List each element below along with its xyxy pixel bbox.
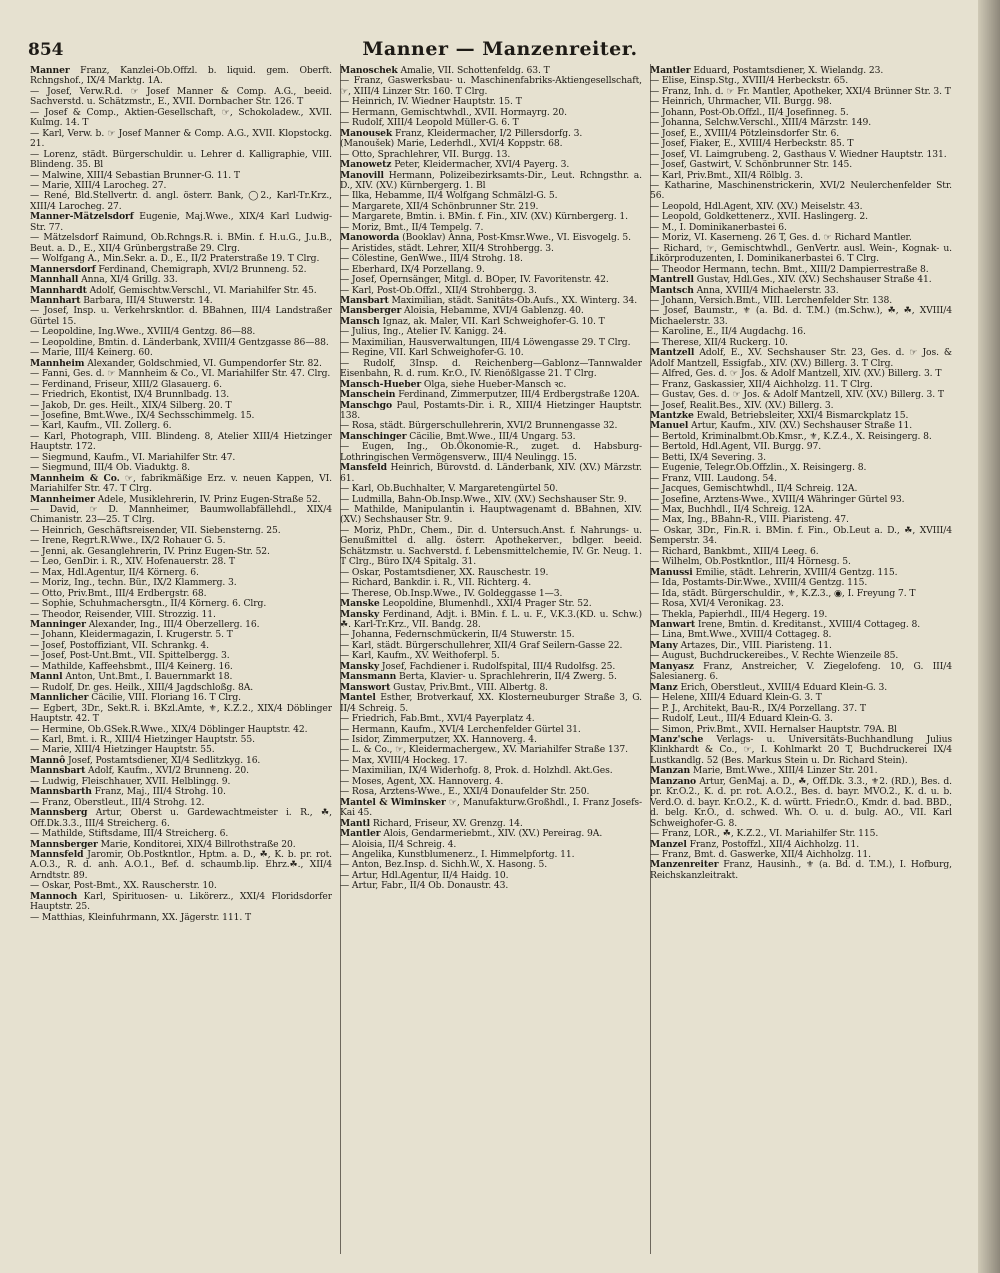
- entry-text: — Hermine, Ob.GSek.R.Wwe., XIX/4 Döblinger Hauptstr. 42.: [30, 723, 308, 735]
- entry-text: — Eugen, Ing., Ob.Ökonomie-R., zuget. d. Habsburg-Lothringischen Vermögensverw., III/4 Neulingg. 15.: [340, 441, 642, 463]
- entry-headword: Manschgo: [340, 399, 393, 411]
- entry-text: — Ida, städt. Bürgerschuldir., ⚜, K.Z.3., ◉, I. Freyung 7. T: [650, 587, 916, 599]
- entry-text: Anna, XI/4 Grillg. 33.: [81, 274, 178, 286]
- entry-text: Gustav, Hdl.Ges., XIV. (XV.) Sechshauser Straße 41.: [696, 274, 932, 286]
- entry-text: — Josef, Gastwirt, V. Schönbrunner Str. 145.: [650, 159, 853, 171]
- entry-text: — Max, Buchhdl., II/4 Schreig. 12A.: [650, 504, 814, 516]
- entry-text: — Therese, XII/4 Ruckerg. 10.: [650, 336, 788, 348]
- entry-text: Marie, Bmt.Wwe., XIII/4 Linzer Str. 201.: [692, 765, 878, 777]
- entry-text: Adele, Musiklehrerin, IV. Prinz Eugen-Straße 52.: [97, 493, 321, 505]
- entry-text: — Rudolf, 3Insp. d. Reichenberg—Gablonz—Tannwalder Eisenbahn, R. d. rum. Kr.O., IV. Rienößlgasse 21. T Clrg.: [340, 357, 642, 380]
- entry-text: Artazes, Dir., VIII. Piaristeng. 11.: [680, 639, 832, 651]
- entry-text: — Max, Ing., BBahn-R., VIII. Piaristeng. 47.: [650, 514, 849, 526]
- entry-text: — Thekla, Papierhdl., III/4 Hegerg. 19.: [650, 608, 828, 620]
- entry-text: — Johanna, Selchw.Verschl., XIII/4 Märzstr. 149.: [650, 117, 872, 129]
- entry-headword: Mannersdorf: [30, 263, 96, 275]
- entry-headword: Manowetz: [340, 159, 392, 171]
- entry-headword: Manninger: [30, 619, 86, 631]
- directory-entry: [650, 777, 952, 829]
- entry-headword: Mantrell: [650, 274, 694, 286]
- entry-text: Franz, Kleidermacher, I/2 Pillersdorfg. 3.: [395, 127, 583, 139]
- directory-entry: [650, 306, 952, 327]
- entry-text: — Karl, Bmt. i. R., XIII/4 Hietzinger Hauptstr. 55.: [30, 734, 255, 745]
- entry-text: Artur, Oberst u. Gardewachtmeister i. R., ☘, Off.Dk.3.3., III/4 Streicherg. 6.: [30, 807, 332, 829]
- entry-text: — Alfred, Ges. d. ☞ Jos. & Adolf Mantzell, XIV. (XV.) Billerg. 3. T: [650, 368, 942, 380]
- directory-entry: [340, 526, 642, 568]
- entry-text: — Marie, XIII/4 Hietzinger Hauptstr. 55.: [30, 744, 215, 756]
- directory-entry: [30, 505, 332, 526]
- entry-text: Esther, Brotverkauf, XX. Klosterneuburger Straße 3, G. II/4 Schreig. 5.: [340, 692, 642, 714]
- directory-entry: [650, 860, 952, 881]
- entry-headword: Manzan: [650, 765, 691, 777]
- entry-text: — Josef, Verw.R.d. ☞ Josef Manner & Comp. A.G., beeid. Sachverstd. u. Schätzmstr., E., XVII. Dornbacher Str. 126. T: [30, 85, 332, 108]
- entry-text: Ignaz, ak. Maler, VII. Karl Schweighofer-G. 10. T: [382, 315, 605, 327]
- entry-text: — Malwine, XIII/4 Sebastian Brunner-G. 11. T: [30, 169, 240, 181]
- entry-text: Ewald, Betriebsleiter, XXI/4 Bismarckplatz 15.: [696, 409, 909, 421]
- entry-headword: Mantl: [340, 817, 371, 829]
- entry-text: — Maximilian, Hausverwaltungen, III/4 Löwengasse 29. T Clrg.: [340, 336, 631, 348]
- directory-entry: [30, 150, 332, 171]
- entry-text: Karl, Spirituosen- u. Likörerz., XXI/4 Floridsdorfer Hauptstr. 25.: [30, 890, 332, 913]
- entry-text: — Friedrich, Fab.Bmt., XVI/4 Payerplatz 4.: [340, 713, 535, 725]
- entry-text: (Manoušek) Marie, Lederhdl., XVI/4 Koppstr. 68.: [340, 138, 563, 150]
- entry-text: — Matthias, Kleinfuhrmann, XX. Jägerstr. 111. T: [30, 911, 252, 923]
- entry-text: — Josef, Post-Unt.Bmt., VII. Spittelbergg. 3.: [30, 650, 230, 662]
- entry-text: Marie, Konditorei, XIX/4 Billrothstraße 20.: [100, 838, 296, 850]
- entry-headword: Many: [650, 639, 678, 651]
- entry-text: Maximilian, städt. Sanitäts-Ob.Aufs., XX. Winterg. 34.: [391, 294, 638, 306]
- entry-text: — Rudolf, Dr. ges. Heilk., XIII/4 Jagdschloßg. 8A.: [30, 681, 254, 693]
- entry-headword: Mansch-Hueber: [340, 378, 422, 390]
- entry-text: — Therese, Ob.Insp.Wwe., IV. Goldeggasse 1—3.: [340, 587, 563, 599]
- entry-text: Heinrich, Bürovstd. d. Länderbank, XIV. (XV.) Märzstr. 61.: [340, 462, 642, 484]
- entry-headword: Manschinger: [340, 430, 407, 442]
- entry-headword: Manz'sche: [650, 734, 704, 745]
- entry-text: — Irene, Regrt.R.Wwe., IX/2 Rohauer G. 5.: [30, 535, 226, 547]
- entry-text: — Friedrich, Ekontist, IX/4 Brunnlbadg. 13.: [30, 389, 230, 401]
- entry-text: — Margarete, Bmtin. i. BMin. f. Fin., XIV. (XV.) Kürnbergerg. 1.: [340, 211, 628, 223]
- directory-entry: [30, 850, 332, 881]
- entry-text: Alexander, Ing., III/4 Oberzellerg. 16.: [88, 619, 260, 631]
- entry-text: — Aristides, städt. Lehrer, XII/4 Strohbergg. 3.: [340, 242, 554, 254]
- entry-text: — Ludwig, Fleischhauer, XVII. Helblingg. 9.: [30, 775, 231, 787]
- entry-text: — Wilhelm, Ob.Postkntlor., III/4 Hörnesg. 5.: [650, 556, 851, 568]
- entry-text: — Johanna, Federnschmückerin, II/4 Stuwerstr. 15.: [340, 629, 575, 641]
- entry-text: Anna, XVIII/4 Michaelerstr. 33.: [696, 284, 839, 296]
- entry-headword: Mannsbart: [30, 765, 86, 777]
- entry-text: — Josef, VI. Laimgrubeng. 2, Gasthaus V. Wiedner Hauptstr. 131.: [650, 148, 947, 160]
- entry-text: — Heinrich, IV. Wiedner Hauptstr. 15. T: [340, 96, 522, 108]
- entry-text: — Fanni, Ges. d. ☞ Mannheim & Co., VI. Mariahilfer Str. 47. Clrg.: [30, 368, 331, 380]
- entry-text: — Johann, Kleidermagazin, I. Krugerstr. 5. T: [30, 629, 233, 641]
- entry-text: — Katharine, Maschinenstrickerin, XVI/2 Neulerchenfelder Str. 56.: [650, 179, 952, 202]
- entry-headword: Mantzke: [650, 409, 694, 421]
- entry-text: Jaromir, Ob.Postkntlor., Hptm. a. D., ☘, K. b. pr. rot. A.O.3., R. d. anh. A.O.1., Bef. d. schaumb.lip. Ehrz.☘., XII/4 Arndtstr. 89.: [30, 848, 332, 881]
- entry-headword: Manoschek: [340, 66, 398, 76]
- entry-text: — Franz, VIII. Laudong. 54.: [650, 472, 777, 484]
- entry-text: — Marie, XIII/4 Larocheg. 27.: [30, 179, 167, 191]
- entry-text: — Leopold, Hdl.Agent, XIV. (XV.) Meiselstr. 43.: [650, 200, 863, 212]
- entry-text: — Otto, Sprachlehrer, VII. Burgg. 13.: [340, 148, 511, 160]
- entry-headword: Mannsberger: [30, 838, 98, 850]
- entry-headword: Mantler: [650, 66, 691, 76]
- entry-headword: Mannheimer: [30, 493, 95, 505]
- entry-text: — Ida, Postamts-Dir.Wwe., XVIII/4 Gentzg. 115.: [650, 577, 868, 589]
- entry-text: Franz, Hausinh., ⚜ (a. Bd. d. T.M.), I. Hofburg, Reichskanzleitrakt.: [650, 859, 952, 881]
- entry-text: — Artur, Hdl.Agentur, II/4 Haidg. 10.: [340, 869, 509, 881]
- directory-entry: [650, 526, 952, 547]
- entry-text: Richard, Friseur, XV. Grenzg. 14.: [372, 817, 523, 829]
- entry-headword: Mannhart: [30, 294, 81, 306]
- entry-text: — Hermann, Kaufm., XVI/4 Lerchenfelder Gürtel 31.: [340, 723, 581, 735]
- entry-headword: Mannsfeld: [30, 848, 84, 860]
- entry-headword: Manner: [30, 66, 70, 76]
- directory-entry: [340, 881, 642, 891]
- entry-text: — Moses, Agent, XX. Hannoverg. 4.: [340, 775, 504, 787]
- entry-text: — Artur, Fabr., II/4 Ob. Donaustr. 43.: [340, 880, 509, 892]
- entry-text: Leopoldine, Blumenhdl., XXI/4 Prager Str. 52.: [382, 598, 592, 610]
- entry-text: — Eberhard, IX/4 Porzellang. 9.: [340, 263, 485, 275]
- entry-text: — Franz, Oberstleut., III/4 Strohg. 12.: [30, 796, 205, 808]
- entry-text: — Simon, Priv.Bmt., XVII. Hernalser Hauptstr. 79A. Bl: [650, 723, 897, 735]
- entry-text: — Moriz, Bmt., II/4 Tempelg. 7.: [340, 221, 484, 233]
- entry-text: — Theodor, Reisender, VIII. Strozzig. 11.: [30, 608, 216, 620]
- entry-headword: Manzenreiter: [650, 859, 719, 871]
- entry-headword: Mannhall: [30, 274, 79, 286]
- entry-text: — Betti, IX/4 Severing. 3.: [650, 451, 766, 463]
- entry-text: — Josefine, Bmt.Wwe., IX/4 Sechsschimmelg. 15.: [30, 409, 255, 421]
- entry-text: Gustav, Priv.Bmt., VIII. Albertg. 8.: [393, 681, 548, 693]
- entry-headword: Mantler: [340, 828, 381, 840]
- entry-headword: Mansky: [340, 608, 380, 620]
- entry-text: — Anton, Bez.Insp. d. Sichh.W., X. Hasong. 5.: [340, 859, 548, 871]
- entry-text: Alexander, Goldschmied, VI. Gumpendorfer Str. 82.: [87, 357, 322, 369]
- entry-text: — Johann, Versich.Bmt., VIII. Lerchenfelder Str. 138.: [650, 294, 893, 306]
- entry-text: — Karl, Kaufm., VII. Zollerg. 6.: [30, 420, 172, 432]
- entry-text: — Egbert, 3Dr., Sekt.R. i. BKzl.Amte, ⚜, K.Z.2., XIX/4 Döblinger Hauptstr. 42. T: [30, 702, 332, 725]
- entry-headword: Manuel: [650, 420, 689, 432]
- entry-text: (Booklav) Anna, Post-Kmsr.Wwe., VI. Eisvogelg. 5.: [402, 232, 631, 244]
- entry-text: — Leopoldine, Bmtin. d. Länderbank, XVIII/4 Gentzgasse 86—88.: [30, 336, 329, 348]
- running-head: Manner — Manzenreiter.: [362, 38, 638, 60]
- entry-text: Erich, Oberstleut., XVIII/4 Eduard Klein-G. 3.: [680, 681, 888, 693]
- entry-text: — Karl, Verw. b. ☞ Josef Manner & Comp. A.G., XVII. Klopstockg. 21.: [30, 127, 332, 150]
- entry-text: — Mathilde, Manipulantin i. Hauptwagenamt d. BBahnen, XIV. (XV.) Sechshauser Str. 9.: [340, 504, 642, 526]
- entry-headword: Manovill: [340, 169, 384, 181]
- directory-entry: [340, 610, 642, 631]
- directory-entry: [30, 808, 332, 829]
- entry-headword: Mansfeld: [340, 462, 387, 474]
- entry-text: ☞, Manufakturw.Großhdl., I. Franz Josefs-Kai 45.: [340, 796, 642, 819]
- entry-text: — Sophie, Schuhmachersgtn., II/4 Körnerg. 6. Clrg.: [30, 598, 267, 610]
- entry-text: — Otto, Priv.Bmt., III/4 Erdbergstr. 68.: [30, 587, 207, 599]
- entry-text: — Aloisia, II/4 Schreig. 4.: [340, 838, 457, 850]
- entry-text: — Ferdinand, Friseur, XIII/2 Glasauerg. 6.: [30, 378, 222, 390]
- entry-text: — L. & Co., ☞, Kleidermachergew., XV. Mariahilfer Straße 137.: [340, 744, 628, 756]
- entry-text: — Regine, VII. Karl Schweighofer-G. 10.: [340, 347, 524, 359]
- entry-headword: Mantel & Wiminsker: [340, 796, 446, 808]
- entry-text: Josef, Postamtsdiener, XI/4 Sedlitzkyg. 16.: [67, 754, 261, 766]
- entry-text: — Oskar, 3Dr., Fin.R. i. BMin. f. Fin., Ob.Leut a. D., ☘, XVIII/4 Semperstr. 34.: [650, 524, 952, 547]
- directory-entry: [30, 432, 332, 453]
- entry-text: — Karl, Ob.Buchhalter, V. Margaretengürtel 50.: [340, 483, 558, 495]
- entry-headword: Mansky: [340, 660, 380, 672]
- entry-text: — Karl, städt. Bürgerschullehrer, XII/4 Graf Seilern-Gasse 22.: [340, 639, 623, 651]
- entry-text: — Margarete, XII/4 Schönbrunner Str. 219.: [340, 200, 539, 212]
- directory-entry: [650, 735, 952, 766]
- entry-text: Josef, Fachdiener i. Rudolfspital, III/4 Rudolfsg. 25.: [381, 660, 616, 672]
- entry-text: — Oskar, Postamtsdiener, XX. Rauschestr. 19.: [340, 566, 549, 578]
- entry-text: — Max, Hdl.Agentur, II/4 Körnerg. 6.: [30, 566, 199, 578]
- entry-text: — Jacques, Gemischtwhdl., II/4 Schreig. 12A.: [650, 483, 858, 495]
- entry-text: — Moriz, PhDr., Chem., Dir. d. Untersuch.Anst. f. Nahrungs- u. Genußmittel d. allg. österr. Apothekerver., bdlger. beeid. Schätzmstr. u. Sachverstd. f. Lebensmittelchemie, IV. Gr. Neug. 1. T Clrg., Büro IX/4 Spitalg. 31.: [340, 524, 642, 568]
- entry-text: Barbara, III/4 Stuwerstr. 14.: [83, 294, 213, 306]
- entry-text: — Karoline, E., II/4 Augdachg. 16.: [650, 326, 806, 338]
- entry-text: — Josef, E., XVIII/4 Pötzleinsdorfer Str. 6.: [650, 127, 840, 139]
- entry-text: — Rosa, Arztens-Wwe., E., XXI/4 Donaufelder Str. 250.: [340, 786, 590, 798]
- entry-text: — René, Bld.Stellvertr. d. angl. österr. Bank, ◯2., Karl-Tr.Krz., XIII/4 Larocheg. 27.: [30, 190, 332, 212]
- entry-text: — Mathilde, Kaffeehsbmt., III/4 Keinerg. 16.: [30, 660, 233, 672]
- entry-headword: Mannhardt: [30, 284, 87, 296]
- entry-text: — Lina, Bmt.Wwe., XVIII/4 Cottageg. 8.: [650, 629, 832, 641]
- directory-entry: [30, 704, 332, 725]
- directory-entry: [340, 693, 642, 714]
- entry-headword: Mantsch: [650, 284, 694, 296]
- entry-text: Ferdinand, Adjt. i. BMin. f. L. u. F., V.K.3.(KD. u. Schw.) ☘. Karl-Tr.Krz., VII. Bandg. 28.: [340, 608, 642, 631]
- entry-headword: Mannheim & Co.: [30, 472, 120, 484]
- entry-text: — Mathilde, Stiftsdame, III/4 Streicherg. 6.: [30, 828, 229, 840]
- entry-text: — Marie, III/4 Keinerg. 60.: [30, 347, 153, 359]
- entry-text: Cäcilie, VIII. Floriang 16. T Clrg.: [91, 692, 241, 704]
- entry-text: — Josef, Postoffiziant, VII. Schrankg. 4.: [30, 639, 209, 651]
- entry-text: Alois, Gendarmeriebmt., XIV. (XV.) Pereirag. 9A.: [383, 828, 603, 840]
- directory-entry: [30, 892, 332, 913]
- entry-text: Adolf, Kaufm., XVI/2 Brunneng. 20.: [88, 765, 249, 777]
- entry-text: Anton, Unt.Bmt., I. Bauernmarkt 18.: [65, 671, 233, 683]
- directory-entry: [340, 442, 642, 463]
- page-number: 854: [28, 40, 64, 60]
- directory-entry: [340, 798, 642, 819]
- entry-text: — Rosa, XVI/4 Veronikag. 23.: [650, 598, 784, 610]
- entry-text: — Gustav, Ges. d. ☞ Jos. & Adolf Mantzell, XIV. (XV.) Billerg. 3. T: [650, 389, 944, 401]
- directory-entry: [340, 76, 642, 97]
- entry-headword: Manske: [340, 598, 380, 610]
- entry-headword: Mannô: [30, 754, 66, 766]
- entry-text: — Richard, Bankbmt., XIII/4 Leeg. 6.: [650, 545, 819, 557]
- entry-text: Peter, Kleidermacher, XVI/4 Payerg. 3.: [394, 159, 570, 171]
- entry-text: — Josef & Comp., Aktien-Gesellschaft, ☞, Schokoladew., XVII. Kulmg. 14. T: [30, 106, 332, 129]
- entry-text: — Rosa, städt. Bürgerschullehrerin, XVI/2 Brunnengasse 32.: [340, 420, 618, 432]
- entry-text: Adolf, E., XV. Sechshauser Str. 23, Ges. d. ☞ Jos. & Adolf Mantzell, Essigfab., XIV. (XV.) Billerg. 3. T Clrg.: [650, 347, 952, 369]
- directory-entry: [30, 474, 332, 495]
- entry-text: — Ilka, Hebamme, II/4 Wolfgang Schmälzl-G. 5.: [340, 190, 558, 202]
- entry-text: Franz, Postoffzl., XII/4 Aichholzg. 11.: [689, 838, 860, 850]
- entry-text: Adolf, Gemischtw.Verschl., VI. Mariahilfer Str. 45.: [89, 284, 317, 296]
- entry-text: — Karl, Priv.Bmt., XII/4 Rölblg. 3.: [650, 169, 803, 181]
- entry-text: — Josef, Baumstr., ⚜ (a. Bd. d. T.M.) (m.Schw.), ☘, ☘, XVIII/4 Michaelerstr. 33.: [650, 305, 952, 327]
- entry-text: — Moriz, VI. Kaserneng. 26 T, Ges. d. ☞ Richard Mantler.: [650, 232, 912, 244]
- entry-headword: Manoworda: [340, 232, 400, 244]
- entry-text: — Leopold, Goldkettenerz., XVII. Haslingerg. 2.: [650, 211, 868, 223]
- entry-text: Artur, Kaufm., XIV. (XV.) Sechshauser Straße 11.: [691, 420, 913, 432]
- entry-headword: Mansbart: [340, 294, 389, 306]
- directory-entry: [340, 463, 642, 484]
- entry-headword: Manwart: [650, 619, 696, 631]
- entry-text: Franz, Kanzlei-Ob.Offzl. b. liquid. gem. Oberft. Rchngshof., IX/4 Marktg. 1A.: [30, 66, 332, 87]
- entry-headword: Manner-Mätzelsdorf: [30, 211, 134, 223]
- directory-column-2: [340, 66, 642, 923]
- entry-text: — David, ☞ D. Mannheimer, Baumwollabfällehdl., XIX/4 Chimanistr. 23—25. T Clrg.: [30, 504, 332, 526]
- entry-text: — Rudolf, Leut., III/4 Eduard Klein-G. 3.: [650, 713, 833, 725]
- entry-text: — Leo, GenDir. i. R., XIV. Hofenauerstr. 28. T: [30, 556, 235, 568]
- entry-text: Emilie, städt. Lehrerin, XVIII/4 Gentzg. 115.: [695, 566, 898, 578]
- entry-text: Eugenie, Maj.Wwe., XIX/4 Karl Ludwig-Str. 77.: [30, 211, 332, 233]
- entry-text: — Max, XVIII/4 Hockeg. 17.: [340, 754, 468, 766]
- entry-text: Artur, GenMaj. a. D., ☘, Off.Dk. 3.3., ⚜2. (RD.), Bes. d. pr. Kr.O.2., K. d. pr. rot. A.O.2., Bes. d. bayr. MVO.2., K. d. u. b. Verd.O. d. bayr. Kr.O.2., K. d. württ. Friedr.O., Kmdr. d. bad. BBD., d. belg. Kr.O., d. schwed. Wh. O. u. d. bulg. AO., VII. Karl Schweighofer-G. 8.: [650, 775, 952, 829]
- entry-text: — Leopoldine, Ing.Wwe., XVIII/4 Gentzg. 86—88.: [30, 326, 256, 338]
- entry-headword: Mannlicher: [30, 692, 89, 704]
- entry-text: Irene, Bmtin. d. Kreditanst., XVIII/4 Cottageg. 8.: [697, 619, 921, 631]
- entry-text: Ferdinand, Zimmerputzer, III/4 Erdbergstraße 120A.: [398, 389, 640, 401]
- directory-entry: [30, 212, 332, 233]
- entry-text: — Heinrich, Uhrmacher, VII. Burgg. 98.: [650, 96, 832, 108]
- entry-headword: Mansch: [340, 315, 380, 327]
- entry-text: — Siegmund, Kaufm., VI. Mariahilfer Str. 47.: [30, 451, 236, 463]
- entry-text: — Jenni, ak. Gesanglehrerin, IV. Prinz Eugen-Str. 52.: [30, 545, 270, 557]
- entry-headword: Mannl: [30, 671, 63, 683]
- directory-entry: [340, 171, 642, 192]
- entry-headword: Manussi: [650, 566, 693, 578]
- entry-text: — Maximilian, IX/4 Widerhofg. 8, Prok. d. Holzhdl. Akt.Ges.: [340, 765, 613, 777]
- entry-headword: Mannheim: [30, 357, 85, 369]
- entry-text: — Isidor, Zimmerputzer, XX. Hannoverg. 4.: [340, 734, 537, 745]
- page-edge-shadow: [978, 0, 1000, 1273]
- entry-text: — Franz, Inh. d. ☞ Fr. Mantler, Apotheker, XXI/4 Brünner Str. 3. T: [650, 85, 951, 97]
- entry-text: — August, Buchdruckereibes., V. Rechte Wienzeile 85.: [650, 650, 899, 662]
- entry-text: Berta, Klavier- u. Sprachlehrerin, II/4 Zwerg. 5.: [399, 671, 617, 683]
- directory-entry: [650, 244, 952, 265]
- directory-entry: [30, 191, 332, 212]
- entry-text: — Franz, Gaskassier, XII/4 Aichholzg. 11. T Clrg.: [650, 378, 873, 390]
- directory-entry: [340, 401, 642, 422]
- entry-text: — Franz, Gaswerksbau- u. Maschinenfabriks-Aktiengesellschaft, ☞, XIII/4 Linzer Str. 160. T Clrg.: [340, 75, 642, 97]
- entry-headword: Manousek: [340, 127, 393, 139]
- entry-text: Franz, Anstreicher, V. Ziegelofeng. 10, G. III/4 Salesianerg. 6.: [650, 660, 952, 683]
- entry-headword: Mansberger: [340, 305, 402, 317]
- entry-headword: Manz: [650, 681, 678, 693]
- entry-text: — Lorenz, städt. Bürgerschuldir. u. Lehrer d. Kalligraphie, VIII. Blindeng. 35. Bl: [30, 148, 332, 171]
- entry-text: Olga, siehe Hueber-Mansch ꝛc.: [423, 378, 567, 390]
- entry-text: — Helene, XIII/4 Eduard Klein-G. 3. T: [650, 692, 822, 704]
- directory-column-1: [30, 66, 332, 923]
- entry-text: Paul, Postamts-Dir. i. R., XIII/4 Hietzinger Hauptstr. 138.: [340, 399, 642, 421]
- entry-headword: Manzano: [650, 775, 697, 787]
- entry-text: Ferdinand, Chemigraph, XVI/2 Brunneng. 52.: [98, 263, 307, 275]
- entry-headword: Mansmann: [340, 671, 397, 683]
- entry-text: — Jakob, Dr. ges. Heilt., XIX/4 Silberg. 20. T: [30, 399, 232, 411]
- directory-entry: [30, 87, 332, 108]
- entry-text: — Julius, Ing., Atelier IV. Kanigg. 24.: [340, 326, 507, 338]
- entry-text: — Moriz, Ing., techn. Bür., IX/2 Klammerg. 3.: [30, 577, 237, 589]
- entry-text: — Angelika, Kunstblumenerz., I. Himmelpfortg. 11.: [340, 848, 575, 860]
- directory-entry: [30, 913, 332, 923]
- entry-text: — Elise, Einsp.Stg., XVIII/4 Herbeckstr. 65.: [650, 75, 849, 87]
- entry-text: Franz, Maj., III/4 Strohg. 10.: [94, 786, 226, 798]
- entry-text: — Karl, Kaufm., XV. Weithoferpl. 5.: [340, 650, 500, 662]
- entry-text: — Eugenie, Telegr.Ob.Offzlin., X. Reisingerg. 8.: [650, 462, 867, 474]
- entry-text: — Cölestine, GenWwe., III/4 Strohg. 18.: [340, 253, 523, 265]
- entry-text: — P. J., Architekt, Bau-R., IX/4 Porzellang. 37. T: [650, 702, 866, 714]
- entry-text: — Johann, Post-Ob.Offzl., II/4 Josefinneg. 5.: [650, 106, 849, 118]
- entry-text: Verlags- u. Universitäts-Buchhandlung Julius Klinkhardt & Co., ☞, I. Kohlmarkt 20 T, Buchdruckerei IX/4 Lustkandlg. 52 (Bes. Markus Stein u. Dr. Richard Stein).: [650, 734, 952, 766]
- directory-columns: [30, 66, 970, 923]
- entry-headword: Manschein: [340, 389, 396, 401]
- entry-text: — Josefine, Arztens-Wwe., XVIII/4 Währinger Gürtel 93.: [650, 493, 905, 505]
- entry-headword: Mannoch: [30, 890, 78, 902]
- directory-entry: [30, 129, 332, 150]
- entry-text: — Mätzelsdorf Raimund, Ob.Rchngs.R. i. BMin. f. H.u.G., J.u.B., Beut. a. D., E., XII/4 Grünbergstraße 29. Clrg.: [30, 232, 332, 254]
- entry-headword: Manzel: [650, 838, 687, 850]
- entry-text: — Josef, Insp. u. Verkehrskntlor. d. BBahnen, III/4 Landstraßer Gürtel 15.: [30, 305, 332, 327]
- entry-text: Eduard, Postamtsdiener, X. Wielandg. 23.: [693, 66, 884, 76]
- entry-text: — M., I. Dominikanerbastei 6.: [650, 221, 787, 233]
- entry-text: — Franz, LOR., ☘, K.Z.2., VI. Mariahilfer Str. 115.: [650, 828, 879, 840]
- entry-text: — Bertold, Hdl.Agent, VII. Burgg. 97.: [650, 441, 822, 453]
- entry-text: — Bertold, Kriminalbmt.Ob.Kmsr., ⚜, K.Z.4., X. Reisingerg. 8.: [650, 430, 932, 442]
- entry-headword: Mannsbarth: [30, 786, 92, 798]
- directory-entry: [30, 108, 332, 129]
- entry-text: Cäcilie, Bmt.Wwe., III/4 Ungarg. 53.: [409, 430, 576, 442]
- directory-entry: [30, 233, 332, 254]
- entry-text: — Karl, Post-Ob.Offzl., XII/4 Strohbergg. 3.: [340, 284, 537, 296]
- directory-entry: [650, 181, 952, 202]
- directory-entry: [650, 348, 952, 369]
- entry-text: Aloisia, Hebamme, XVI/4 Gablenzg. 40.: [404, 305, 584, 317]
- entry-text: — Ludmilla, Bahn-Ob.Insp.Wwe., XIV. (XV.) Sechshauser Str. 9.: [340, 493, 627, 505]
- directory-entry: [340, 505, 642, 526]
- entry-headword: Mantel: [340, 692, 376, 704]
- entry-text: — Richard, ☞, Gemischtwhdl., GenVertr. ausl. Wein-, Kognak- u. Likörproduzenten, I. Dominikanerbastei 6. T Clrg.: [650, 242, 952, 265]
- entry-text: — Heinrich, Geschäftsreisender, VII. Siebensterng. 25.: [30, 524, 281, 536]
- entry-headword: Mannsberg: [30, 807, 88, 819]
- directory-entry: [650, 662, 952, 683]
- entry-headword: Manyasz: [650, 660, 694, 672]
- entry-text: — Hermann, Gemischtwhdl., XVII. Hormayrg. 20.: [340, 106, 567, 118]
- entry-text: — Richard, Bankdir. i. R., VII. Richterg. 4.: [340, 577, 532, 589]
- entry-text: — Josef, Realit.Bes., XIV. (XV.) Billerg. 3.: [650, 399, 834, 411]
- entry-text: — Josef, Fiaker, E., XVIII/4 Herbeckstr. 85. T: [650, 138, 854, 150]
- directory-entry: [30, 66, 332, 87]
- entry-text: Amalie, VII. Schottenfeldg. 63. T: [400, 66, 550, 76]
- directory-column-3: [650, 66, 952, 923]
- entry-text: — Wolfgang A., Min.Sekr. a. D., E., II/2 Praterstraße 19. T Clrg.: [30, 253, 320, 265]
- entry-headword: Mantzell: [650, 347, 695, 359]
- entry-text: — Franz, Bmt. d. Gaswerke, XII/4 Aichholzg. 11.: [650, 848, 871, 860]
- entry-text: — Josef, Opernsänger, Mitgl. d. BOper, IV. Favoritenstr. 42.: [340, 274, 609, 286]
- directory-entry: [30, 306, 332, 327]
- entry-text: — Karl, Photograph, VIII. Blindeng. 8, Atelier XIII/4 Hietzinger Hauptstr. 172.: [30, 430, 332, 453]
- directory-entry: [340, 359, 642, 380]
- entry-text: Hermann, Polizeibezirksamts-Dir., Leut. Rchngsthr. a. D., XIV. (XV.) Kürnbergerg. 1. Bl: [340, 169, 642, 191]
- entry-text: — Oskar, Post-Bmt., XX. Rauscherstr. 10.: [30, 880, 217, 892]
- entry-text: — Rudolf, XIII/4 Leopold Müller-G. 6. T: [340, 117, 519, 129]
- entry-text: ☞, fabrikmäßige Erz. v. neuen Kappen, VI. Mariahilfer Str. 47. T Clrg.: [30, 472, 332, 495]
- entry-text: — Theodor Hermann, techn. Bmt., XIII/2 Dampierrestraße 8.: [650, 263, 929, 275]
- entry-headword: Manswort: [340, 681, 391, 693]
- entry-text: — Siegmund, III/4 Ob. Viaduktg. 8.: [30, 462, 190, 474]
